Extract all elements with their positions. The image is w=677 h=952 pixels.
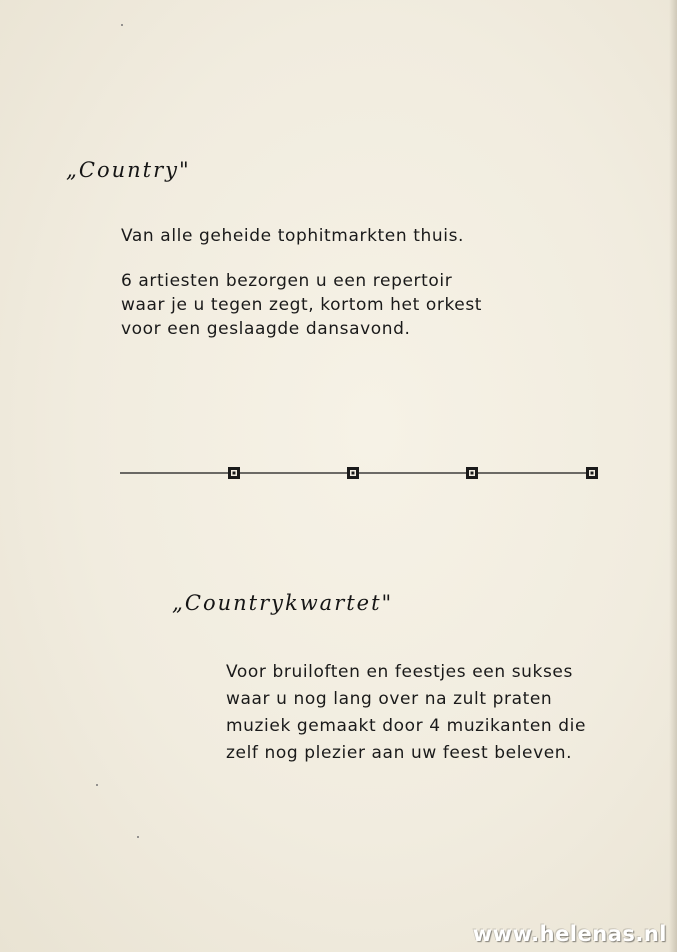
text-line: 6 artiesten bezorgen u een repertoir (121, 271, 453, 291)
text-line: voor een geslaagde dansavond. (121, 319, 411, 339)
watermark-text: www.helenas.nl (472, 922, 667, 946)
text-line: waar u nog lang over na zult praten (226, 689, 553, 709)
section-heading-countrykwartet: „Countrykwartet" (172, 591, 394, 615)
text-line: Van alle geheide tophitmarkten thuis. (121, 226, 465, 246)
decorative-divider (118, 462, 604, 484)
text-line: muziek gemaakt door 4 muzikanten die (226, 716, 587, 736)
divider-square-icon (228, 467, 240, 479)
countrykwartet-description-paragraph (226, 659, 586, 767)
page-edge-shadow (669, 0, 677, 952)
text-line: waar je u tegen zegt, kortom het orkest (121, 295, 483, 315)
divider-square-icon (466, 467, 478, 479)
paper-speck (121, 24, 123, 26)
country-intro-paragraph (121, 224, 464, 248)
country-description-paragraph (121, 269, 482, 341)
divider-square-icon (586, 467, 598, 479)
divider-square-icon (347, 467, 359, 479)
text-line: Voor bruiloften en feestjes een sukses (226, 662, 573, 682)
section-heading-country: „Country" (66, 158, 191, 182)
paper-speck (96, 784, 98, 786)
paper-speck (137, 836, 139, 838)
text-line: zelf nog plezier aan uw feest beleven. (226, 743, 573, 763)
